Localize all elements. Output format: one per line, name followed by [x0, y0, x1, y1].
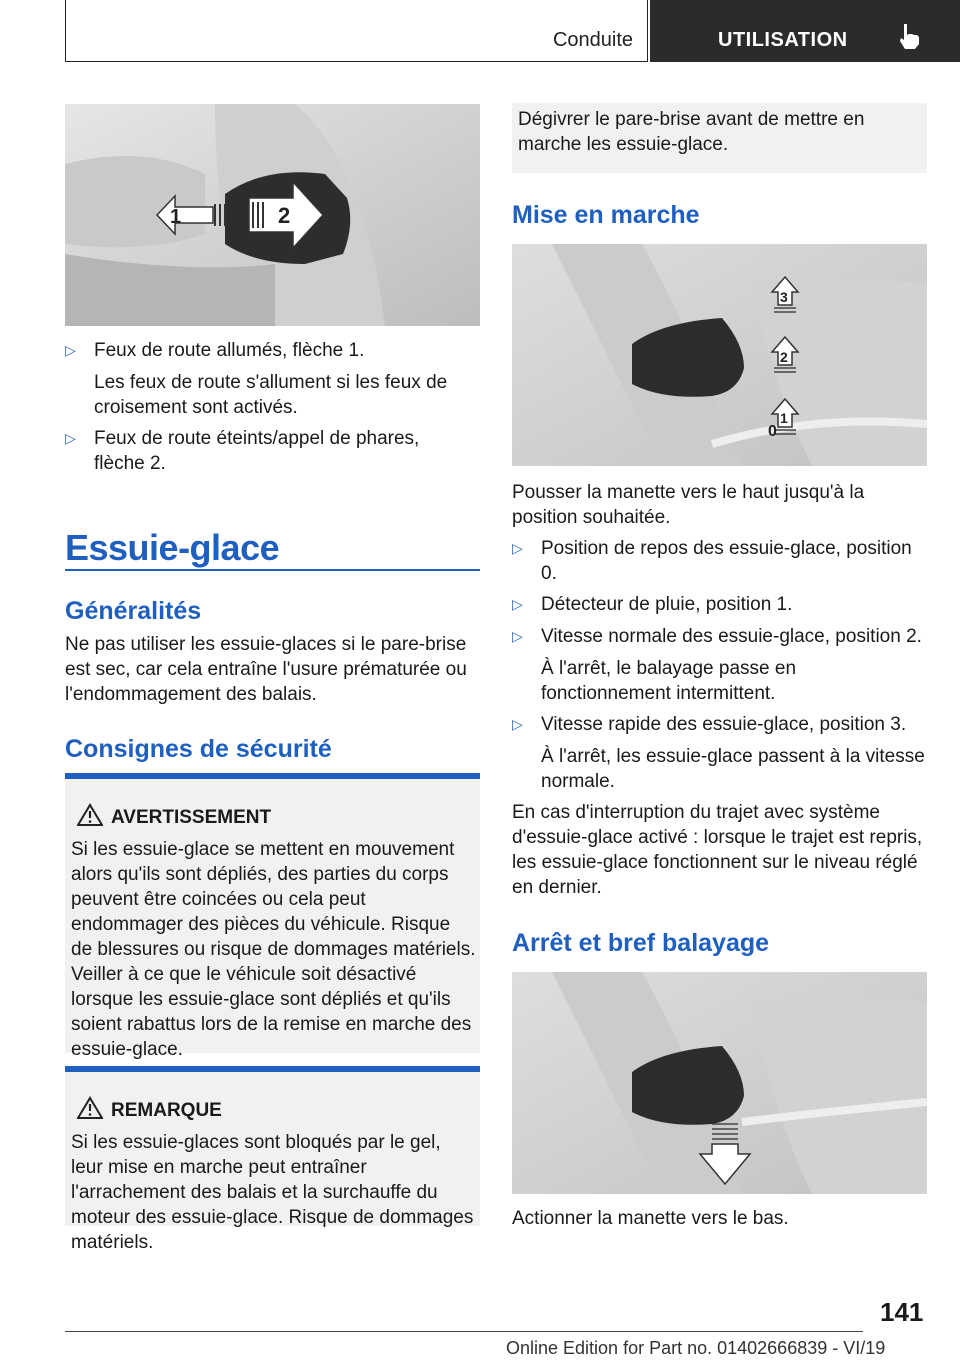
- page-number: 141: [880, 1297, 924, 1327]
- figure-wiper-stalk-down: [512, 972, 927, 1194]
- wiper-stalk-up-illustration: [512, 244, 927, 466]
- warning-text: Si les essuie-glace se mettent en mouvement alors qu'ils sont dépliés, des parties du corps peuvent être coincées ou cela peut endommager des pièces du véhicule. Risque de blessures ou risque de dommages matériels. Veiller à ce que le véhicule soit désactivé lorsque les essuie-glace sont dépliés et qu'ils soient rabattus lors de la remise en marche des essuie-glace.: [71, 839, 476, 1060]
- section-title: Essuie-glace: [65, 527, 280, 568]
- subsection-title-stop: Arrêt et bref balayage: [512, 929, 770, 957]
- headlight-stalk-illustration: [65, 104, 480, 326]
- header-chapter-tab: [650, 0, 960, 62]
- figure-wiper-stalk-up: [512, 244, 927, 466]
- warning-title: AVERTISSEMENT: [111, 807, 272, 828]
- wiper-stalk-down-illustration: [512, 972, 927, 1194]
- list-item-sub: À l'arrêt, le balayage passe en fonctionnement intermittent.: [541, 658, 797, 704]
- figure-label-1: 1: [780, 410, 788, 426]
- warning-triangle-icon: [77, 803, 103, 827]
- bullet-marker-icon: ▷: [65, 342, 76, 358]
- general-paragraph: Ne pas utiliser les essuie-glaces si le pare-brise est sec, car cela entraîne l'usure prématurée ou l'endommagement des balais.: [65, 634, 467, 705]
- bullet-marker-icon: ▷: [65, 430, 76, 446]
- figure-label-1: 1: [170, 206, 182, 228]
- stop-paragraph: Actionner la manette vers le bas.: [512, 1208, 789, 1229]
- remark-box: [65, 1066, 480, 1253]
- remark-title: REMARQUE: [111, 1100, 222, 1121]
- footer-rule: [65, 1331, 863, 1332]
- bullet-marker-icon: ▷: [512, 596, 523, 612]
- list-item-sub: Les feux de route s'allument si les feux de croisement sont activés.: [94, 372, 448, 418]
- bullet-marker-icon: ▷: [512, 540, 523, 556]
- subsection-title-safety: Consignes de sécurité: [65, 735, 332, 763]
- footer-edition: Online Edition for Part no. 01402666839 - VI/19: [506, 1338, 886, 1358]
- subsection-title-start: Mise en marche: [512, 201, 700, 229]
- hand-pointer-icon: [896, 22, 922, 50]
- warning-box: [65, 773, 480, 1060]
- remark-text: Si les essuie-glaces sont bloqués par le gel, leur mise en marche peut entraîner l'arrachement des balais et la surchauffe du moteur des essuie-glace. Risque de dommages matériels.: [71, 1132, 474, 1253]
- figure-label-0: 0: [768, 423, 777, 440]
- bullet-marker-icon: ▷: [512, 628, 523, 644]
- note-text: Dégivrer le pare-brise avant de mettre en marche les essuie-glace.: [518, 109, 865, 155]
- warning-triangle-icon: [77, 1096, 103, 1120]
- bullet-marker-icon: ▷: [512, 716, 523, 732]
- note-box: [512, 103, 927, 173]
- start-paragraph: Pousser la manette vers le haut jusqu'à la position souhaitée.: [512, 482, 865, 528]
- interrupt-paragraph: En cas d'interruption du trajet avec système d'essuie-glace activé : lorsque le trajet est repris, les essuie-glace fonctionnent sur le niveau réglé en dernier.: [512, 802, 923, 898]
- figure-headlight-stalk: [65, 104, 480, 326]
- header-chapter-title: UTILISATION: [718, 29, 848, 51]
- section-rule: [65, 569, 480, 571]
- figure-label-2: 2: [278, 203, 291, 228]
- subsection-title-general: Généralités: [65, 597, 202, 625]
- figure-label-2: 2: [780, 349, 788, 365]
- header-section-box: [65, 0, 648, 62]
- header-section-title: Conduite: [552, 29, 633, 51]
- list-item-sub: À l'arrêt, les essuie-glace passent à la vitesse normale.: [541, 746, 925, 792]
- figure-label-3: 3: [780, 289, 788, 305]
